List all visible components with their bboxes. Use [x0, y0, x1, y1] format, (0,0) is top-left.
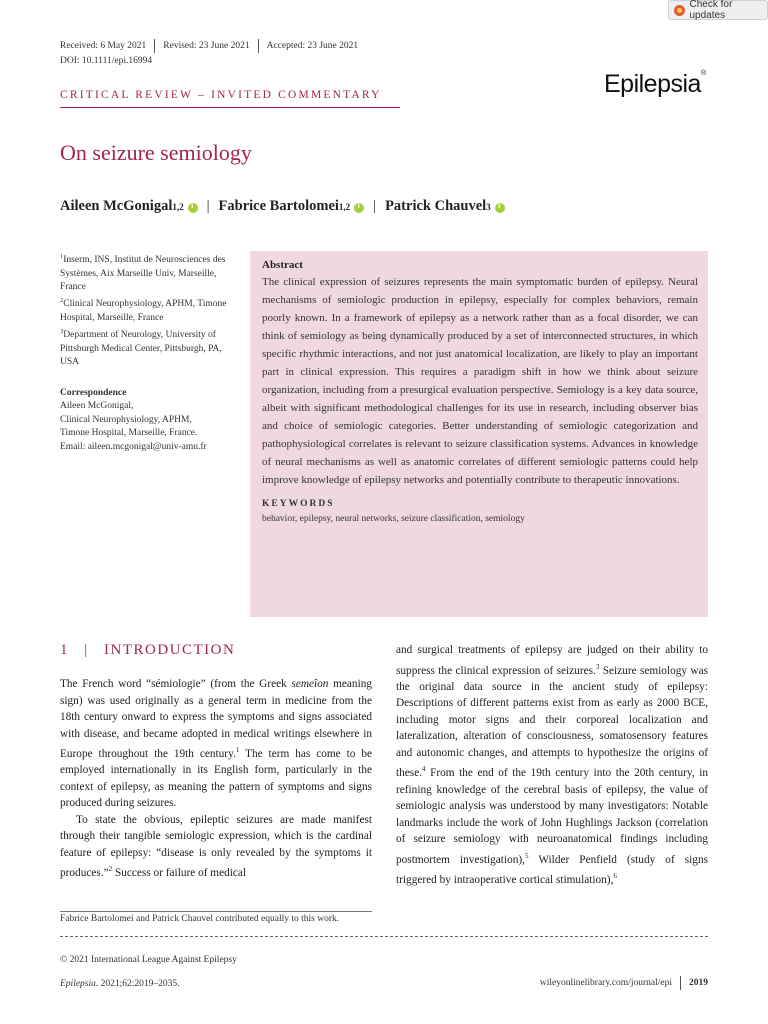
citation	[60, 979, 180, 989]
divider	[154, 39, 155, 53]
footer-right	[540, 976, 708, 990]
orcid-icon[interactable]	[354, 203, 364, 213]
abstract-box	[250, 251, 708, 617]
orcid-icon[interactable]	[495, 203, 505, 213]
update-icon	[674, 5, 685, 16]
author-name[interactable]: Fabrice Bartolomei	[218, 198, 339, 214]
author-affiliation-ref: 1,2	[172, 201, 184, 212]
revised-date: Revised: 23 June 2021	[163, 41, 250, 51]
citation-details: 2021;62:2019–2035.	[98, 979, 180, 989]
text-run: To state the obvious, epileptic seizures are made manifest through their tangible semiologic expression, which is the cardinal feature of epilepsy: “disease is only revealed by the symptoms it produces.”	[60, 813, 372, 880]
correspondence-email[interactable]: Email: aileen.mcgonigal@univ-amu.fr	[60, 441, 207, 452]
text-run: meaning sign) was used originally as a general term in medicine from the 18th century onward to express the symptoms and signs associated with disease, and became adopted in medical writings elsewhere in Europe throughout the 19th century.	[60, 678, 373, 760]
citation-ref[interactable]: 1	[235, 746, 240, 754]
affiliations	[60, 250, 240, 370]
italic-term: semeîon	[291, 678, 329, 690]
keywords: behavior, epilepsy, neural networks, seizure classification, semiology	[262, 514, 525, 524]
author-name[interactable]: Aileen McGonigal	[60, 198, 173, 214]
body-column-left	[60, 676, 372, 882]
citation-journal: Epilepsia.	[60, 979, 99, 989]
body-column-right	[396, 642, 708, 888]
affiliation-text: Clinical Neurophysiology, APHM, Timone Hospital, Marseille, France	[60, 299, 227, 323]
footnote-rule	[60, 911, 372, 912]
section-rule	[60, 107, 400, 108]
correspondence-heading: Correspondence	[60, 388, 127, 398]
correspondence-line: Aileen McGonigal,	[60, 401, 134, 412]
author-list	[60, 198, 505, 215]
journal-logo-text: Epilepsia	[604, 70, 701, 98]
affiliation-text: Inserm, INS, Institut de Neurosciences des Systèmes, Aix Marseille Univ, Marseille, France	[60, 255, 226, 292]
accepted-date: Accepted: 23 June 2021	[266, 41, 359, 51]
received-date: Received: 6 May 2021	[60, 41, 147, 51]
affiliation-text: Department of Neurology, University of Pittsburgh Medical Center, Pittsburgh, PA, USA	[60, 330, 222, 368]
affiliation	[60, 250, 240, 294]
journal-logo	[604, 70, 706, 99]
text-run: The term has come to be employed internationally in its English form, particularly in the context of epilepsy, as meaning the pattern of symptoms and signs produced during seizures.	[60, 747, 372, 810]
section-label: CRITICAL REVIEW – INVITED COMMENTARY	[60, 89, 382, 101]
dashed-divider	[60, 936, 708, 937]
divider	[680, 976, 681, 990]
correspondence-line: Clinical Neurophysiology, APHM,	[60, 414, 192, 425]
abstract-text: The clinical expression of seizures represents the main symptomatic burden of epilepsy. Neural mechanisms of semiologic production in epilepsy, especially for complex behaviors, remain poorly known. In a framework of epilepsy as a network rather than as a focal disorder, we can think of semiology as being dynamically produced by a set of interconnected structures, in which specific rhythmic interactions, and not just anatomical localization, are likely to play an important part in clinical expression. This requires a paradigm shift in how we think about seizure organization, including from a presurgical evaluation perspective. Semiology is a key data source, albeit with significant methodological challenges for its use in research, including observer bias and choice of semiologic categories. Better understanding of semiologic categorization and pathophysiological correlates is relevant to seizure classification systems. Advances in knowledge of neural mechanisms as well as anatomic correlates of different semiologic patterns could help improve knowledge of epilepsy networks and potentially contribute to therapeutic innovations.	[262, 276, 698, 486]
text-run: Wilder Penfield (study of signs triggered by intraoperative cortical stimulation),	[396, 853, 708, 886]
affiliation-number: 1	[60, 253, 64, 260]
journal-url[interactable]: wileyonlinelibrary.com/journal/epi	[539, 978, 672, 988]
text-run: Seizure semiology was the original data source in the ancient study of epilepsy: Descriptions of different patterns exist from as early as 2000 BCE, including motor signs and their corporeal localization and lateralization, alteration of consciousness, somatosensory features and autonomic changes, and attempts to hypothesize the origins of these.	[396, 664, 708, 780]
divider	[258, 39, 259, 53]
section-title: INTRODUCTION	[104, 642, 236, 658]
text-run: and surgical treatments of epilepsy are judged on their ability to suppress the clinical expression of seizures.	[396, 644, 708, 677]
author-separator: |	[206, 198, 210, 214]
affiliation	[60, 325, 240, 369]
affiliation	[60, 294, 240, 325]
abstract-heading: Abstract	[262, 259, 303, 271]
author-affiliation-ref: 3	[486, 201, 491, 212]
article-dates	[60, 39, 358, 53]
paragraph	[60, 812, 372, 882]
affiliation-number: 3	[60, 328, 64, 336]
citation-ref[interactable]: 3	[595, 662, 600, 671]
section-number: 1	[60, 642, 69, 658]
page-number: 2019	[689, 978, 708, 988]
text-run: From the end of the 19th century into the 20th century, in refining knowledge of the cerebral basis of epilepsy, the value of semiologic analysis was understood by many investigators: Notable landmarks include the work of John Hughlings Jackson (correlation of seizure semiology with neuroanatomical findings including postmortem investigation),	[396, 767, 708, 866]
footnote: Fabrice Bartolomei and Patrick Chauvel contributed equally to this work.	[60, 914, 340, 924]
doi[interactable]: DOI: 10.1111/epi.16994	[60, 56, 153, 66]
citation-ref[interactable]: 5	[524, 851, 529, 860]
text-run: Success or failure of medical	[112, 867, 247, 880]
affiliation-number: 2	[60, 297, 64, 305]
correspondence-line: Timone Hospital, Marseille, France.	[60, 428, 198, 439]
citation-ref[interactable]: 4	[422, 765, 426, 774]
orcid-icon[interactable]	[188, 203, 198, 213]
citation-ref[interactable]: 6	[613, 871, 617, 880]
text-run: The French word “sémiologie” (from the Greek	[60, 678, 292, 690]
citation-ref[interactable]: 2	[108, 865, 113, 874]
check-for-updates-label: Check for updates	[689, 0, 733, 21]
copyright: © 2021 International League Against Epilepsy	[60, 955, 237, 965]
author-separator: |	[373, 198, 377, 214]
registered-mark: ®	[700, 70, 706, 77]
author-affiliation-ref: 1,2	[338, 201, 351, 212]
check-for-updates-button[interactable]	[668, 0, 768, 20]
section-heading	[60, 642, 235, 659]
article-title: On seizure semiology	[60, 140, 252, 165]
author-name[interactable]: Patrick Chauvel	[385, 198, 487, 214]
paragraph	[396, 642, 708, 888]
keywords-heading: KEYWORDS	[262, 499, 335, 509]
section-separator: |	[84, 642, 89, 658]
paragraph	[60, 676, 372, 812]
correspondence	[60, 387, 240, 454]
